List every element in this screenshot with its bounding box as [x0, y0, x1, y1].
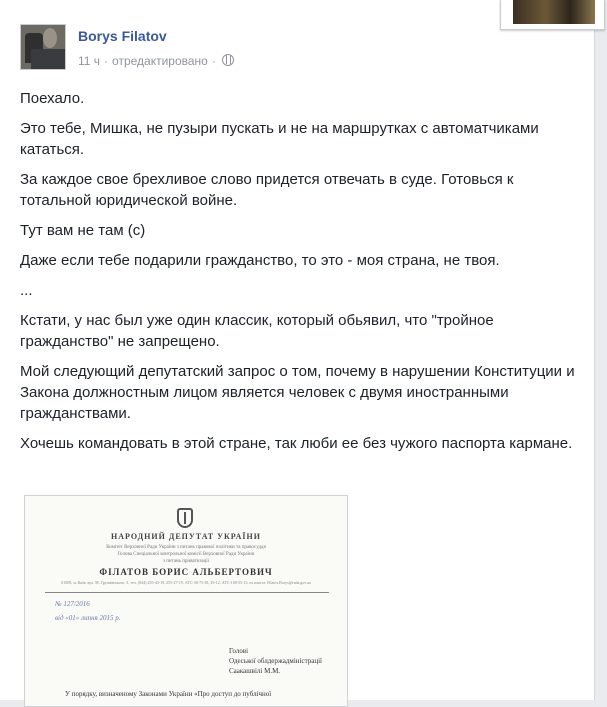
doc-date: від «01» липня 2015 р.	[55, 614, 121, 622]
post-body	[20, 88, 580, 463]
attached-document-image[interactable]	[24, 495, 348, 707]
post-timestamp[interactable]: 11 ч	[78, 54, 101, 68]
doc-divider	[45, 592, 329, 593]
doc-subtitle: з питань приватизації	[163, 559, 209, 564]
post-paragraph: ...	[20, 282, 33, 299]
globe-icon[interactable]	[222, 54, 234, 66]
doc-recipient: Саакашвілі М.М.	[229, 667, 281, 675]
sidebar-image-thumbnail[interactable]	[500, 0, 605, 30]
doc-number: № 127/2016	[55, 600, 90, 608]
author-name-link[interactable]: Borys Filatov	[78, 28, 167, 44]
doc-address: 01008, м. Київ, вул. М. Грушевського, 5, тел. (044) 255-43-19, 255-27-19, АТС-30-75-38, 29-12, АТС-100-55-13, ел.пошта: Filatov.Borys@rada.gov.ua	[61, 580, 311, 585]
doc-subtitle: Комітет Верховної Ради України з питань правової політики та правосуддя	[106, 545, 266, 550]
doc-author-name: ФІЛАТОВ БОРИС АЛЬБЕРТОВИЧ	[99, 567, 273, 577]
post-paragraph: Даже если тебе подарили гражданство, то это - моя страна, не твоя.	[20, 252, 500, 269]
doc-body-text: У порядку, визначеному Законами України «Про доступ до публічної	[65, 690, 272, 698]
edited-label[interactable]: отредактировано	[112, 54, 208, 68]
doc-title: НАРОДНИЙ ДЕПУТАТ УКРАЇНИ	[111, 532, 261, 541]
meta-separator-2: ·	[211, 54, 216, 68]
meta-separator: ·	[104, 54, 109, 68]
coat-of-arms-icon	[177, 508, 193, 528]
post-paragraph: Это тебе, Мишка, не пузыри пускать и не на маршрутках с автоматчиками кататься.	[20, 120, 539, 158]
doc-recipient: Голові	[229, 647, 249, 655]
avatar[interactable]	[20, 24, 66, 70]
post-paragraph: Мой следующий депутатский запрос о том, почему в нарушении Конституции и Закона должностным лицом является человек с двумя иностранными гражданствами.	[20, 363, 575, 422]
post-paragraph: Поехало.	[20, 90, 85, 107]
doc-recipient: Одеської облдержадміністрації	[229, 657, 322, 665]
post-paragraph: Хочешь командовать в этой стране, так люби ее без чужого паспорта кармане.	[20, 435, 573, 452]
post-paragraph: За каждое свое брехливое слово придется отвечать в суде. Готовься к тотальной юридической войне.	[20, 171, 514, 209]
doc-subtitle: Голова Спеціальної контрольної комісії Верховної Ради України	[117, 552, 255, 557]
post-paragraph: Тут вам не там (с)	[20, 222, 146, 239]
post-meta	[78, 54, 234, 68]
post-paragraph: Кстати, у нас был уже один классик, который обьявил, что "тройное гражданство" не запрещено.	[20, 312, 494, 350]
